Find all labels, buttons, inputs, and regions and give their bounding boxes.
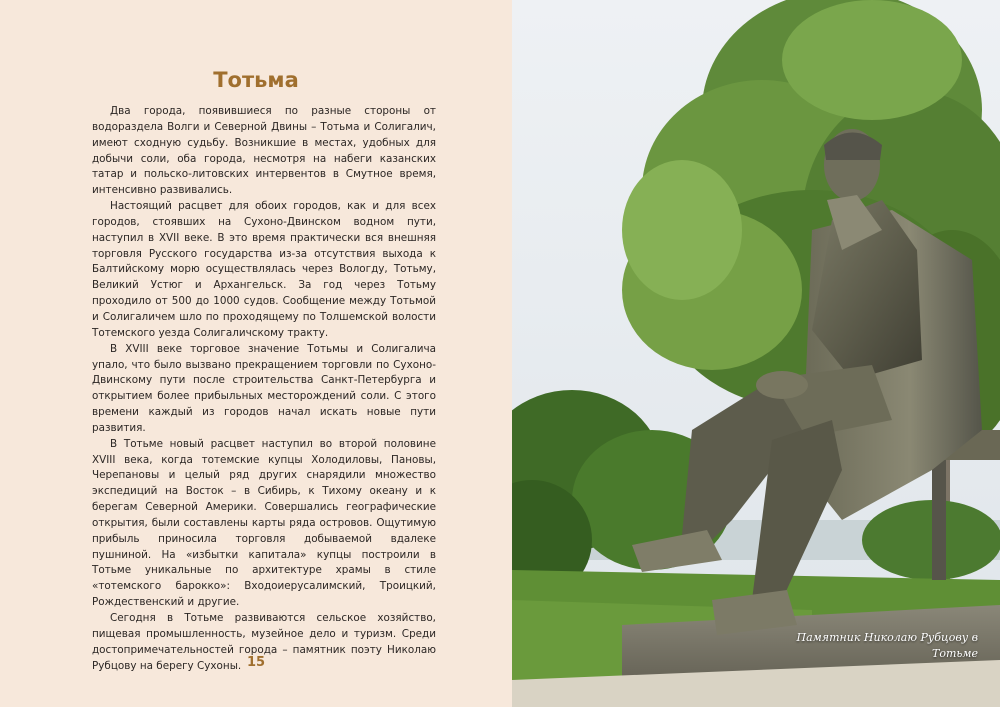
paragraph-3: В XVIII веке торговое значение Тотьмы и Солигалича упало, что было вызвано прекращением торговли по Сухоно-Двинскому пути после строительства Санкт-Петербурга и открытием более прибыльных месторождений соли. С этого времени каждый из городов начал искать новые пути развития. <box>92 342 436 434</box>
page-title: Тотьма <box>213 68 299 92</box>
photo-caption: Памятник Николаю Рубцову в Тотьме <box>796 631 978 660</box>
page-number: 15 <box>246 655 266 670</box>
paragraph-5: Сегодня в Тотьме развиваются сельское хозяйство, пищевая промышленность, музейное дело и туризм. Среди достопримечательностей города – памятник поэту Николаю Рубцову на берегу Сухоны. <box>92 612 436 672</box>
paragraph-1: Два города, появившиеся по разные стороны от водораздела Волги и Северной Двины – Тотьма и Солигалич, имеют сходную судьбу. Возникшие в местах, удобных для добычи соли, оба города, несмотря на набеги казанских татар и польско-литовских интервентов в Смутное время, интенсивно развивались. <box>92 105 436 197</box>
paragraph-2: Настоящий расцвет для обоих городов, как и для всех городов, стоявших на Сухоно-Двинском водном пути, наступил в XVII веке. В это время практически вся внешняя торговля Русского государства из-за отсутствия выхода к Балтийскому морю осуществлялась через Вологду, Тотьму, Великий Устюг и Архангельск. За год через Тотьму проходило от 500 до 1000 судов. Сообщение между Тотьмой и Солигаличем шло по проходящему по Толшемской волости Тотемского уезда Солигаличскому тракту. <box>92 200 436 339</box>
photo-page <box>512 0 1000 707</box>
paragraph-4: В Тотьме новый расцвет наступил во второй половине XVIII века, когда тотемские купцы Холодиловы, Пановы, Черепановы и целый ряд других снарядили множество экспедиций на Восток – в Сибирь, к Тихому океану и к берегам Северной Америки. Совершались географические открытия, были составлены карты ряда островов. Ощутимую прибыль приносила торговля добываемой вдалеке пушниной. На «избытки капитала» купцы построили в Тотьме уникальные по архитектуре храмы в стиле «тотемского барокко»: Входоиерусалимский, Троицкий, Рождественский и другие. <box>92 437 436 609</box>
monument-photo <box>512 0 1000 707</box>
body-text <box>92 104 436 674</box>
